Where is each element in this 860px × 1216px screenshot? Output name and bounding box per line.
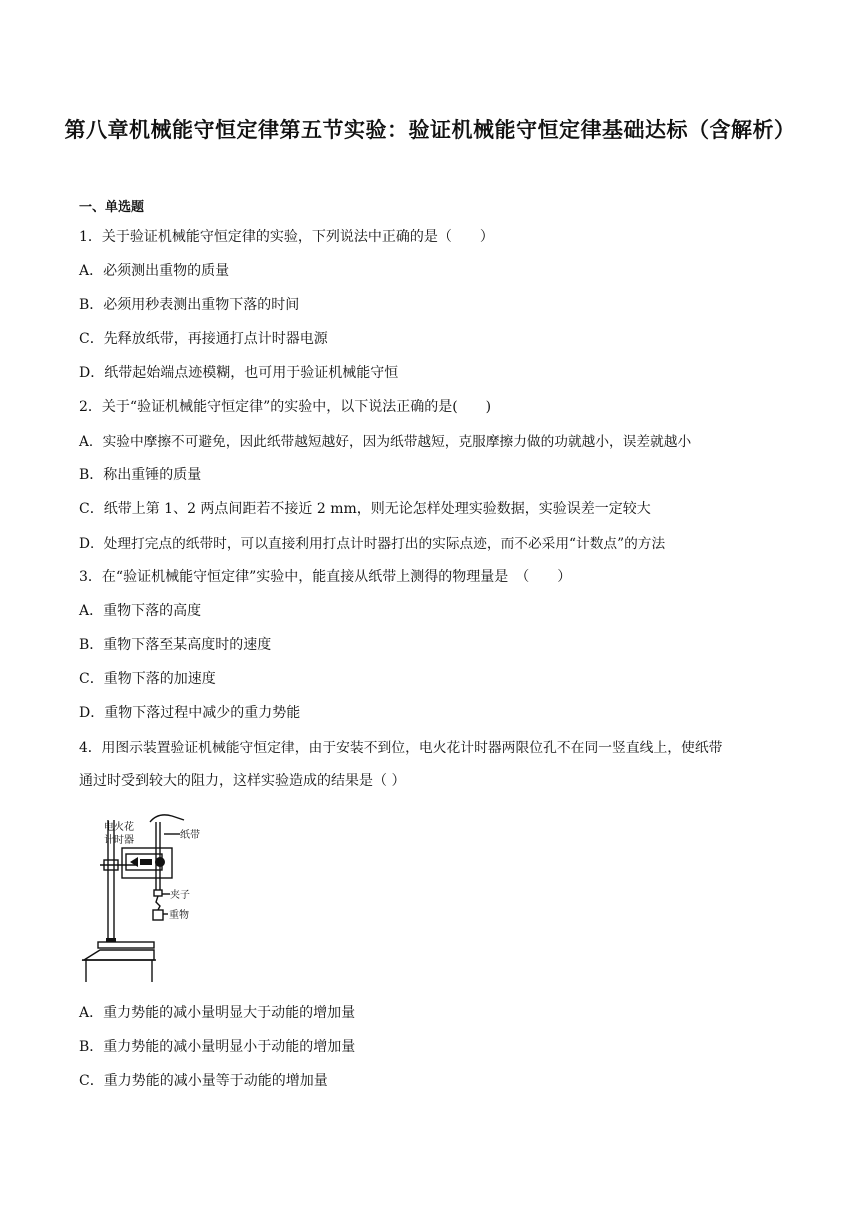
question-4: 4．用图示装置验证机械能守恒定律，由于安装不到位，电火花计时器两限位孔不在同一竖直线上，使纸带	[79, 740, 723, 756]
option-3a: A．重物下落的高度	[79, 603, 202, 619]
section-heading: 一、单选题	[79, 200, 145, 215]
label-tape: 纸带	[180, 830, 200, 841]
apparatus-figure	[80, 810, 210, 985]
option-3d: D．重物下落过程中减少的重力势能	[79, 705, 301, 721]
question-4-cont: 通过时受到较大的阻力，这样实验造成的结果是（ ）	[79, 773, 406, 789]
label-weight: 重物	[169, 910, 189, 921]
label-clip: 夹子	[170, 890, 190, 901]
option-3b: B．重物下落至某高度时的速度	[79, 637, 272, 653]
option-2d: D．处理打完点的纸带时，可以直接利用打点计时器打出的实际点迹，而不必采用“计数点”的方法	[79, 536, 666, 552]
question-2: 2．关于“验证机械能守恒定律”的实验中，以下说法正确的是( )	[79, 399, 492, 415]
question-1: 1．关于验证机械能守恒定律的实验，下列说法中正确的是（ ）	[79, 229, 494, 245]
option-4a: A．重力势能的减小量明显大于动能的增加量	[79, 1005, 356, 1021]
option-2c: C．纸带上第 1、2 两点间距若不接近 2 mm，则无论怎样处理实验数据，实验误差一定较大	[79, 501, 651, 517]
document-title: 第八章机械能守恒定律第五节实验：验证机械能守恒定律基础达标（含解析）	[64, 118, 796, 142]
option-3c: C．重物下落的加速度	[79, 671, 216, 687]
option-2a: A．实验中摩擦不可避免，因此纸带越短越好，因为纸带越短，克服摩擦力做的功就越小，误差就越小	[79, 434, 692, 450]
option-4c: C．重力势能的减小量等于动能的增加量	[79, 1073, 328, 1089]
option-1d: D．纸带起始端点迹模糊，也可用于验证机械能守恒	[79, 365, 399, 381]
option-2b: B．称出重锤的质量	[79, 467, 202, 483]
label-timer-2: 计时器	[104, 835, 134, 846]
option-1a: A．必须测出重物的质量	[79, 263, 230, 279]
option-4b: B．重力势能的减小量明显小于动能的增加量	[79, 1039, 356, 1055]
question-3: 3．在“验证机械能守恒定律”实验中，能直接从纸带上测得的物理量是 （ ）	[79, 569, 572, 585]
option-1b: B．必须用秒表测出重物下落的时间	[79, 297, 300, 313]
option-1c: C．先释放纸带，再接通打点计时器电源	[79, 331, 328, 347]
label-timer-1: 电火花	[104, 822, 134, 833]
